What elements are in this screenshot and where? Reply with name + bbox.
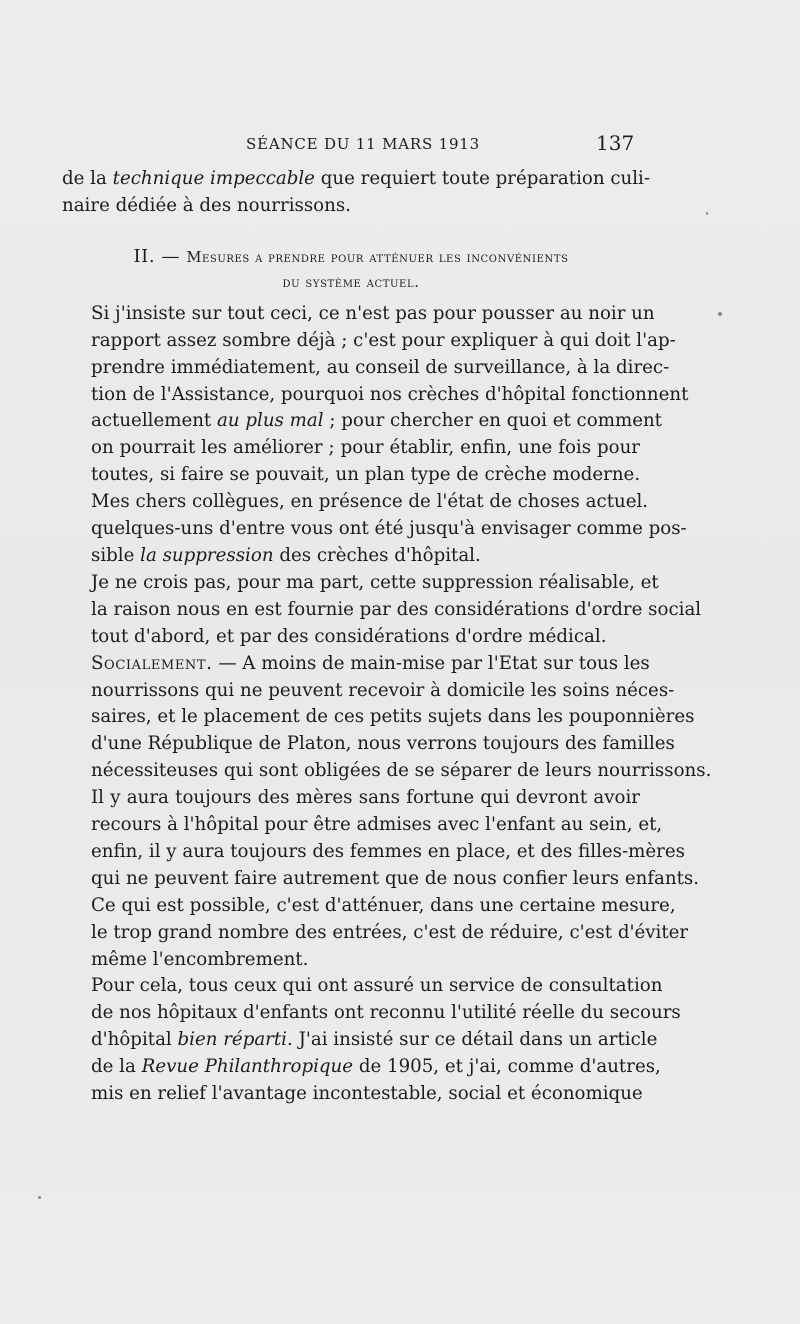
paper-speck <box>718 312 722 316</box>
text-run: de 1905, et j'ai, comme d'autres, <box>353 1056 661 1078</box>
text-line: toutes, si faire se pouvait, un plan type de crèche moderne. <box>91 464 641 486</box>
text-line: de nos hôpitaux d'enfants ont reconnu l'utilité réelle du secours <box>91 1002 681 1024</box>
page-header <box>0 133 800 157</box>
paragraph-continuation <box>62 166 651 220</box>
italic-run: au plus mal <box>217 410 324 432</box>
text-run: sible <box>91 544 141 566</box>
text-run: d'hôpital <box>91 1029 178 1051</box>
text-line <box>62 651 650 678</box>
text-line: Il y aura toujours des mères sans fortune qui devront avoir <box>91 787 640 809</box>
text-line: tion de l'Assistance, pourquoi nos crèches d'hôpital fonctionnent <box>91 383 689 405</box>
text-line: enfin, il y aura toujours des femmes en place, et des filles-mères <box>91 840 685 862</box>
text-line: nécessiteuses qui sont obligées de se séparer de leurs nourrissons. <box>91 760 712 782</box>
paragraph <box>62 893 689 974</box>
paragraph <box>62 973 681 1108</box>
text-line: saires, et le placement de ces petits sujets dans les pouponnières <box>91 706 695 728</box>
paragraph <box>62 651 712 893</box>
paragraph <box>62 570 702 651</box>
text-line <box>62 1027 658 1054</box>
text-line: Pour cela, tous ceux qui ont assuré un service de consultation <box>91 975 663 997</box>
text-line: Mes chers collègues, en présence de l'état de choses actuel. <box>91 491 649 513</box>
text-line: prendre immédiatement, au conseil de surveillance, à la direc- <box>91 356 670 378</box>
text-line: d'une République de Platon, nous verrons toujours des familles <box>91 733 675 755</box>
text-run: actuellement <box>91 410 218 432</box>
text-line: tout d'abord, et par des considérations d'ordre médical. <box>91 625 607 647</box>
text-line: qui ne peuvent faire autrement que de nous confier leurs enfants. <box>91 867 700 889</box>
italic-run: la suppression <box>140 544 274 566</box>
paragraph <box>62 301 689 489</box>
text-line <box>62 166 651 193</box>
text-line: Si j'insiste sur tout ceci, ce n'est pas pour pousser au noir un <box>91 302 655 324</box>
paper-speck <box>706 212 708 215</box>
paper-speck <box>38 1196 41 1199</box>
small-caps-run: Socialement. <box>91 652 213 674</box>
section-heading <box>62 244 640 295</box>
section-title-continued: du système actuel. <box>282 273 420 291</box>
italic-run: Revue Philanthropique <box>141 1056 354 1078</box>
text-line <box>62 543 640 570</box>
section-heading-line <box>62 244 640 270</box>
text-line: recours à l'hôpital pour être admises avec l'enfant au sein, et, <box>91 814 663 836</box>
text-line: le trop grand nombre des entrées, c'est de réduire, c'est d'éviter <box>91 921 689 943</box>
text-line: naire dédiée à des nourrissons. <box>62 194 351 216</box>
text-run: ; pour chercher en quoi et comment <box>323 410 662 432</box>
text-line: la raison nous en est fournie par des considérations d'ordre social <box>91 598 702 620</box>
italic-run: technique impeccable <box>112 168 315 189</box>
text-line <box>62 1054 661 1081</box>
italic-run: bien réparti <box>177 1029 287 1051</box>
text-line: mis en relief l'avantage incontestable, social et économique <box>91 1083 643 1105</box>
running-head: SÉANCE DU 11 MARS 1913 <box>246 135 480 153</box>
text-line: Ce qui est possible, c'est d'atténuer, dans une certaine mesure, <box>91 894 676 916</box>
section-numeral: II. — <box>133 245 187 267</box>
text-run: des crèches d'hôpital. <box>273 544 481 566</box>
text-line: on pourrait les améliorer ; pour établir, enfin, une fois pour <box>91 437 640 459</box>
body-text <box>62 166 712 1108</box>
text-line: nourrissons qui ne peuvent recevoir à domicile les soins néces- <box>91 679 675 701</box>
text-run: de la <box>62 168 113 189</box>
text-run: — A moins de main-mise par l'Etat sur tous les <box>212 652 650 674</box>
text-run: . J'ai insisté sur ce détail dans un article <box>287 1029 658 1051</box>
text-line: quelques-uns d'entre vous ont été jusqu'à envisager comme pos- <box>91 518 687 540</box>
section-title: Mesures a prendre pour atténuer les inconvénients <box>186 248 569 266</box>
text-run: que requiert toute préparation culi- <box>314 168 651 189</box>
text-line: Je ne crois pas, pour ma part, cette suppression réalisable, et <box>91 571 659 593</box>
text-line <box>62 408 662 435</box>
text-run: de la <box>91 1056 142 1078</box>
text-line: rapport assez sombre déjà ; c'est pour expliquer à qui doit l'ap- <box>91 329 676 351</box>
paragraph <box>62 489 687 570</box>
page-number: 137 <box>596 131 635 155</box>
text-line: même l'encombrement. <box>91 948 309 970</box>
